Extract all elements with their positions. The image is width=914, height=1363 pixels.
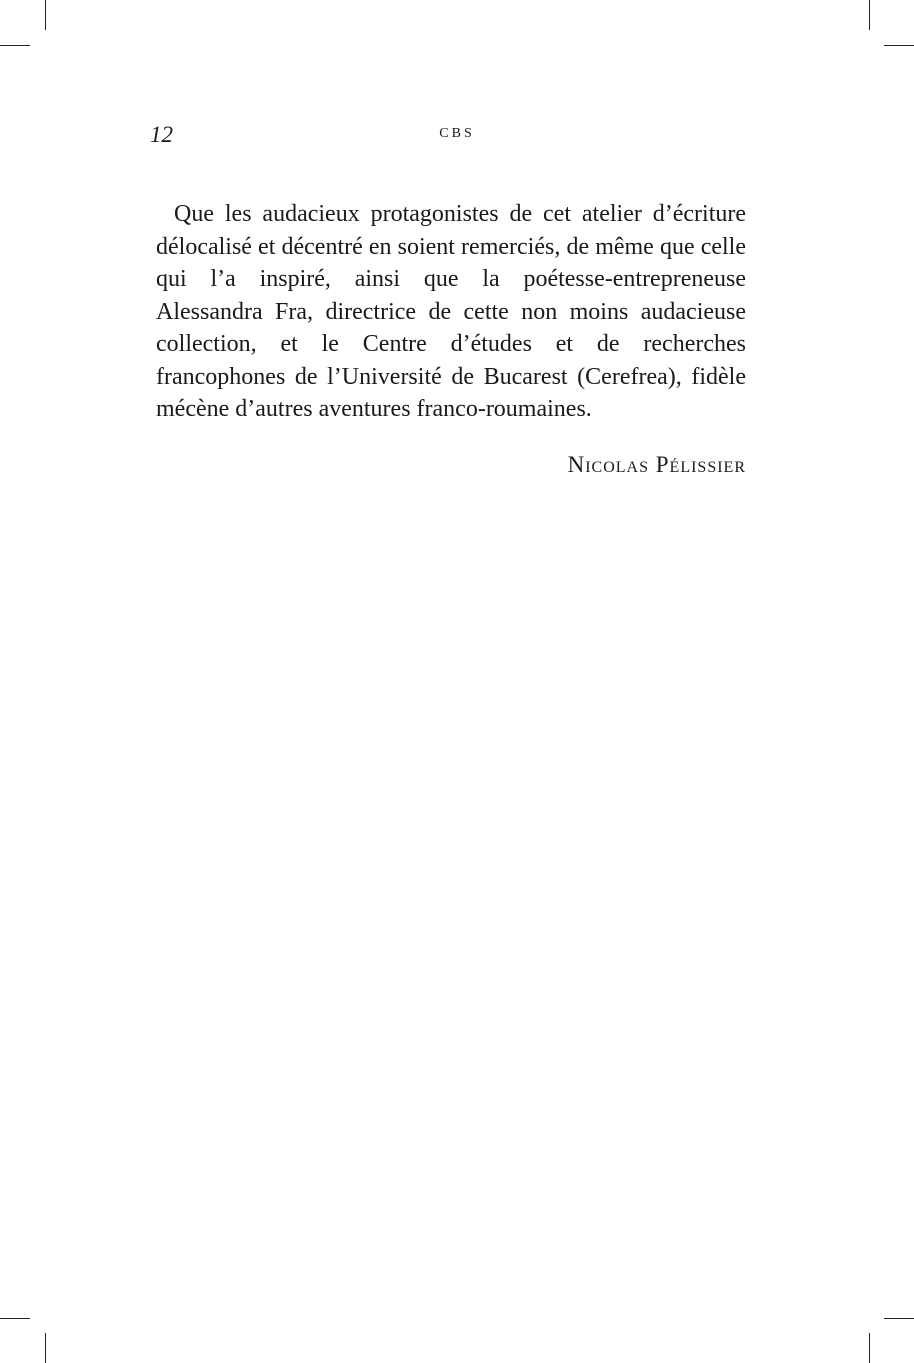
crop-mark-bottom-right-horizontal bbox=[884, 1318, 914, 1319]
crop-mark-bottom-right-vertical bbox=[869, 1333, 870, 1363]
page-number: 12 bbox=[150, 122, 173, 147]
crop-mark-bottom-left-horizontal bbox=[0, 1318, 30, 1319]
crop-mark-top-left-horizontal bbox=[0, 45, 30, 46]
author-signature: Nicolas Pélissier bbox=[567, 452, 746, 477]
body-paragraph: Que les audacieux protagonistes de cet atelier d’écriture délocalisé et décentré en soient remerciés, de même que celle qui l’a inspiré, ainsi que la poétesse-entrepreneuse Alessandra Fra, directrice de cette non moins audacieuse collection, et le Centre d’études et de recherches francophones de l’Université de Bucarest (Cerefrea), fidèle mécène d’autres aventures franco-roumaines. bbox=[156, 201, 746, 422]
crop-mark-top-right-horizontal bbox=[884, 45, 914, 46]
crop-mark-bottom-left-vertical bbox=[45, 1333, 46, 1363]
crop-mark-top-right-vertical bbox=[869, 0, 870, 30]
running-head: CBS bbox=[439, 126, 475, 141]
crop-mark-top-left-vertical bbox=[45, 0, 46, 30]
